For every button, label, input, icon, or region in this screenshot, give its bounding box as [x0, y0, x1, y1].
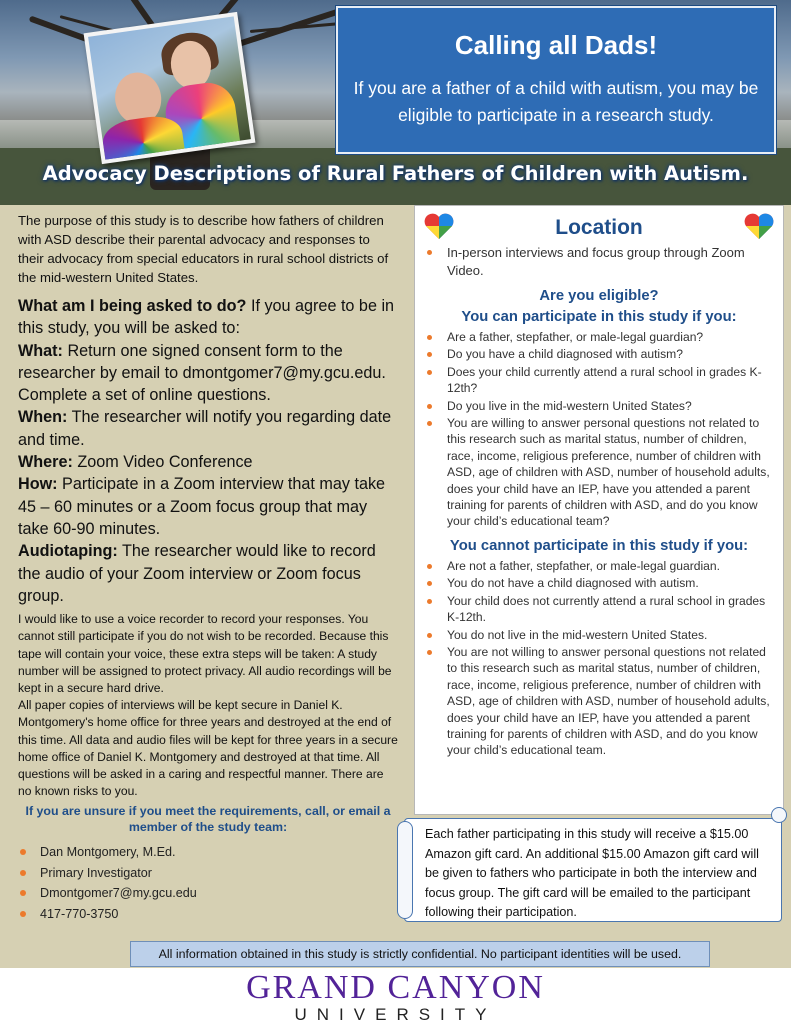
list-item: You do not live in the mid-western United States.	[425, 627, 773, 643]
logo-line-2: UNIVERSITY	[294, 1005, 497, 1024]
eligible-title: Are you eligible?	[539, 288, 659, 304]
where-label: Where:	[18, 453, 73, 472]
when-label: When:	[18, 408, 68, 427]
asked-label: What am I being asked to do?	[18, 297, 247, 315]
asked-text: If you agree to be in this study, you will be asked to:	[18, 297, 395, 338]
how-label: How:	[18, 475, 58, 494]
header-photo	[0, 0, 791, 205]
when-text: The researcher will notify you regarding date and time.	[18, 408, 392, 449]
asked-to-do	[18, 295, 398, 607]
list-item: Your child does not currently attend a rural school in grades K-12th.	[425, 593, 773, 626]
study-title: Advocacy Descriptions of Rural Fathers of Children with Autism.	[42, 162, 749, 185]
scroll-curl	[397, 821, 413, 919]
contact-phone[interactable]: 417-770-3750	[18, 904, 398, 925]
eligibility-box	[414, 205, 784, 815]
scroll-curl	[771, 807, 787, 823]
contact-email[interactable]: Dmontgomer7@my.gcu.edu	[18, 883, 398, 904]
puzzle-heart-icon	[743, 212, 775, 240]
list-item: Do you have a child diagnosed with autism?	[425, 346, 773, 362]
list-item: You are not willing to answer personal questions not related to this research such as marital status, number of children, race, income, religious preference, number of children with ASD, age of children with ASD, number of household adults, does your child have an IEP, have you attended a parent training for parents of children with ASD, and do you know your child’s educational team.	[425, 644, 773, 759]
gcu-logo	[0, 968, 791, 1024]
headline: Calling all Dads!	[454, 30, 658, 60]
where-text: Zoom Video Conference	[72, 453, 253, 472]
audio-label: Audiotaping:	[18, 542, 118, 561]
contact-role: Primary Investigator	[18, 863, 398, 884]
contact-name: Dan Montgomery, M.Ed.	[18, 842, 398, 863]
location-list	[415, 244, 783, 280]
headline-callout	[336, 6, 776, 154]
gift-card-scroll	[404, 818, 782, 922]
list-item: Do you live in the mid-western United States?	[425, 398, 773, 414]
what-text: Return one signed consent form to the researcher by email to dmontgomer7@my.gcu.edu. Complete a set of online questions.	[18, 341, 386, 405]
list-item: You do not have a child diagnosed with autism.	[425, 575, 773, 591]
recorder-text: I would like to use a voice recorder to record your responses. You cannot still participate if you do not wish to be recorded. Because this tape will contain your voice, these extra steps will be taken: A study number will be assigned to protect privacy. All audio recordings will be kept in a secure hard drive.	[18, 612, 392, 695]
paper-copies-text: All paper copies of interviews will be kept secure in Daniel K. Montgomery's home office for three years and destroyed at the end of this time. All data and audio files will be kept for three years in a secure home office of Daniel K. Montgomery and destroyed at that time. All questions will be asked in a caring and respectful manner. There are no known risks to you.	[18, 698, 398, 799]
list-item: Are not a father, stepfather, or male-legal guardian.	[425, 558, 773, 574]
audio-text: The researcher would like to record the audio of your Zoom interview or Zoom focus group.	[18, 542, 376, 605]
logo-line-1: GRAND CANYON	[246, 969, 545, 1006]
left-column	[18, 211, 398, 924]
can-participate-list	[415, 329, 783, 530]
purpose-text: The purpose of this study is to describe how fathers of children with ASD describe their parental advocacy and responses to their advocacy from special educators in rural school districts of the mid-western United States.	[18, 213, 389, 285]
can-participate-title: You can participate in this study if you:	[461, 309, 737, 325]
list-item: In-person interviews and focus group through Zoom Video.	[425, 244, 773, 280]
cannot-participate-list	[415, 558, 783, 759]
location-title: Location	[555, 216, 643, 239]
cannot-participate-title: You cannot participate in this study if you:	[449, 537, 749, 554]
unsure-contact-heading: If you are unsure if you meet the requirements, call, or email a member of the study team:	[25, 804, 391, 835]
contact-list	[18, 842, 398, 924]
list-item: You are willing to answer personal questions not related to this research such as marital status, number of children, race, income, religious preference, number of children with ASD, age of children with ASD, number of household adults, does your child have an IEP, have you attended a parent training for parents of children with ASD, and do you know your child’s educational team?	[425, 415, 773, 530]
subhead: If you are a father of a child with autism, you may be eligible to participate in a research study.	[353, 78, 759, 125]
what-label: What:	[18, 341, 63, 360]
puzzle-heart-icon	[423, 212, 455, 240]
gift-card-text: Each father participating in this study will receive a $15.00 Amazon gift card. An additional $15.00 Amazon gift card will be given to fathers who participate in both the interview and focus group. The gift card will be emailed to the participant following their participation.	[425, 827, 759, 919]
list-item: Does your child currently attend a rural school in grades K-12th?	[425, 364, 773, 397]
father-daughter-photo	[84, 12, 256, 164]
how-text: Participate in a Zoom interview that may take 45 – 60 minutes or a Zoom focus group that may take 60-90 minutes.	[18, 475, 386, 538]
confidentiality-note: All information obtained in this study is strictly confidential. No participant identities will be used.	[130, 941, 710, 967]
list-item: Are a father, stepfather, or male-legal guardian?	[425, 329, 773, 345]
